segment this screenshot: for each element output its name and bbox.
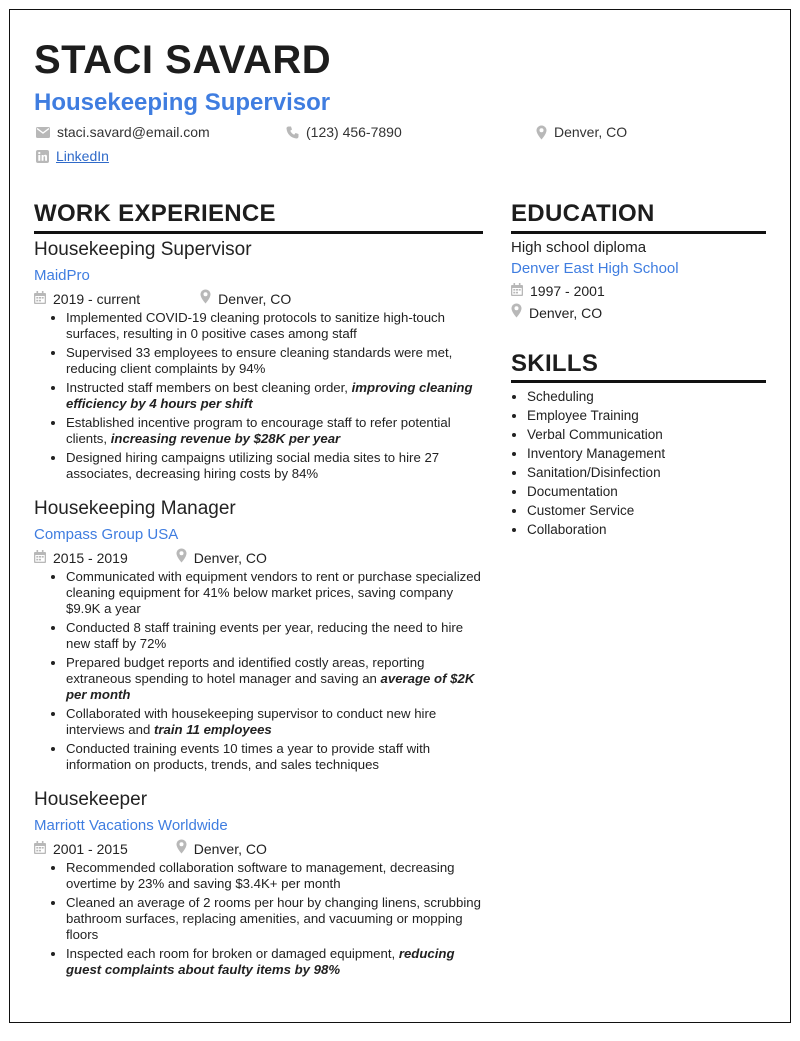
education-dates: 1997 - 2001 bbox=[530, 283, 605, 299]
calendar-icon bbox=[34, 840, 46, 858]
map-pin-icon bbox=[176, 548, 187, 567]
education-rule bbox=[511, 231, 766, 234]
skill-item: • Verbal Communication bbox=[527, 425, 665, 444]
phone-icon bbox=[286, 126, 299, 139]
education-heading: EDUCATION bbox=[511, 200, 655, 227]
work-experience-rule bbox=[34, 231, 483, 234]
phone-text: (123) 456-7890 bbox=[306, 124, 402, 140]
bullet-item: • Conducted 8 staff training events per year, reducing the need to hire new staff by 72% bbox=[66, 620, 489, 652]
education-location: Denver, CO bbox=[529, 304, 603, 321]
company-name: Marriott Vacations Worldwide bbox=[34, 817, 228, 834]
job-bullets bbox=[34, 569, 489, 773]
skills-list bbox=[511, 387, 665, 539]
resume-page bbox=[9, 9, 791, 1023]
job-dates: 2019 - current bbox=[53, 290, 141, 307]
map-pin-icon bbox=[176, 839, 187, 858]
job-entry bbox=[34, 238, 489, 485]
linkedin-link[interactable]: LinkedIn bbox=[56, 148, 109, 164]
job-dates: 2001 - 2015 bbox=[53, 840, 128, 857]
bullet-item: • Inspected each room for broken or damaged equipment, reducing guest complaints about faulty items by 98% bbox=[66, 946, 489, 978]
contact-email bbox=[36, 124, 210, 140]
job-location: Denver, CO bbox=[193, 840, 267, 857]
map-pin-icon bbox=[200, 289, 211, 308]
candidate-title: Housekeeping Supervisor bbox=[34, 89, 331, 116]
job-title: Housekeeping Supervisor bbox=[34, 239, 252, 260]
education-location-row bbox=[511, 303, 766, 322]
bullet-item: • Recommended collaboration software to management, decreasing overtime by 23% and saving $3.4K+ per month bbox=[66, 860, 489, 892]
job-meta bbox=[34, 548, 489, 567]
bullet-item: • Designed hiring campaigns utilizing social media sites to hire 27 associates, decreasing hiring costs by 84% bbox=[66, 450, 489, 482]
skills-heading: SKILLS bbox=[511, 350, 599, 377]
school-name: Denver East High School bbox=[511, 260, 679, 277]
skill-item: • Scheduling bbox=[527, 387, 665, 406]
contact-location bbox=[536, 124, 627, 140]
contact-phone bbox=[286, 124, 402, 140]
map-pin-icon bbox=[511, 303, 522, 322]
job-title: Housekeeping Manager bbox=[34, 498, 236, 519]
job-title: Housekeeper bbox=[34, 789, 148, 810]
bullet-item: • Implemented COVID-19 cleaning protocols to sanitize high-touch surfaces, resulting in 0 positive cases among staff bbox=[66, 310, 489, 342]
work-experience-heading: WORK EXPERIENCE bbox=[34, 200, 276, 227]
job-location: Denver, CO bbox=[218, 290, 292, 307]
bullet-item: • Communicated with equipment vendors to rent or purchase specialized cleaning equipment for 41% below market prices, saving company $9.9K a year bbox=[66, 569, 489, 617]
job-entry bbox=[34, 497, 489, 776]
bullet-item: • Instructed staff members on best cleaning order, improving cleaning efficiency by 4 hours per shift bbox=[66, 380, 489, 412]
bullet-item: • Collaborated with housekeeping supervisor to conduct new hire interviews and train 11 employees bbox=[66, 706, 489, 738]
bullet-item: • Established incentive program to encourage staff to refer potential clients, increasing revenue by $28K per year bbox=[66, 415, 489, 447]
job-dates: 2015 - 2019 bbox=[53, 549, 128, 566]
job-meta bbox=[34, 289, 489, 308]
skill-item: • Customer Service bbox=[527, 501, 665, 520]
calendar-icon bbox=[34, 549, 46, 567]
skill-item: • Inventory Management bbox=[527, 444, 665, 463]
calendar-icon bbox=[34, 290, 46, 308]
education-entry bbox=[511, 238, 766, 322]
company-name: Compass Group USA bbox=[34, 526, 179, 543]
skill-item: • Documentation bbox=[527, 482, 665, 501]
job-meta bbox=[34, 839, 489, 858]
skills-rule bbox=[511, 380, 766, 383]
skill-item: • Sanitation/Disinfection bbox=[527, 463, 665, 482]
company-name: MaidPro bbox=[34, 267, 90, 284]
envelope-icon bbox=[36, 127, 50, 138]
candidate-name: STACI SAVARD bbox=[34, 38, 332, 82]
job-bullets bbox=[34, 310, 489, 482]
calendar-icon bbox=[511, 282, 523, 300]
job-location: Denver, CO bbox=[193, 549, 267, 566]
bullet-item: • Cleaned an average of 2 rooms per hour by changing linens, scrubbing bathroom surfaces, replacing amenities, and vacuuming or mopping floors bbox=[66, 895, 489, 943]
skill-item: • Collaboration bbox=[527, 520, 665, 539]
degree: High school diploma bbox=[511, 239, 647, 256]
bullet-item: • Conducted training events 10 times a year to provide staff with information on products, trends, and sales techniques bbox=[66, 741, 489, 773]
linkedin-icon bbox=[36, 150, 49, 163]
skill-item: • Employee Training bbox=[527, 406, 665, 425]
job-bullets bbox=[34, 860, 489, 978]
contact-linkedin bbox=[36, 148, 109, 164]
location-text: Denver, CO bbox=[554, 124, 628, 140]
bullet-item: • Prepared budget reports and identified costly areas, reporting extraneous spending to hotel manager and saving an average of $2K per month bbox=[66, 655, 489, 703]
bullet-item: • Supervised 33 employees to ensure cleaning standards were met, reducing client complaints by 94% bbox=[66, 345, 489, 377]
email-text: staci.savard@email.com bbox=[57, 124, 210, 140]
education-dates-row bbox=[511, 282, 766, 300]
job-entry bbox=[34, 788, 489, 981]
map-pin-icon bbox=[536, 125, 547, 140]
